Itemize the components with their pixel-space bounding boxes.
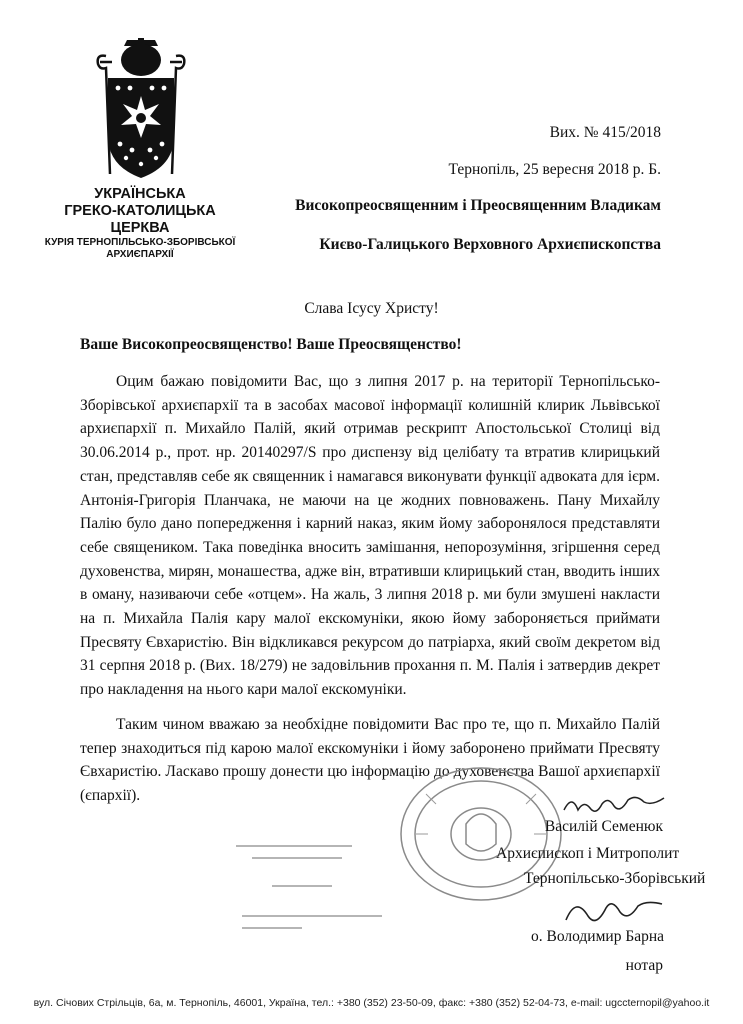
outgoing-number: Вих. № 415/2018 (549, 124, 661, 141)
org-name-line2: ГРЕКО-КАТОЛИЦЬКА ЦЕРКВА (64, 203, 216, 236)
body-paragraph-1: Оцим бажаю повідомити Вас, що з липня 2017 р. на території Тернопільсько-Зборівської архиєпархії та в засобах масової інформації колишній клирик Львівської архиєпархії п. Михайло Палій, який отримав рескрипт Апостольської Столиці від 30.06.2014 р., прот. нр. 20140297/S про диспензу від целібату та втратив клирицький стан, представляв себе як священник і намагався виконувати функції адвоката для ієрм. Антонія-Григорія Планчака, не маючи на це жодних повноважень. Пану Михайлу Палію було дано попередження і карний наказ, яким йому заборонялося представляти себе священиком. Така поведінка вносить замішання, непорозуміння, згіршення серед духовенства, мирян, монашества, адже він, втративши клирицький стан, вводить інших в оману, називаючи себе «отцем». На жаль, 3 липня 2018 р. ми були змушені накласти на п. Михайла Палія кару малої екскомуніки, якою йому забороняється приймати Пресвяту Євхаристію. Він відкликався рекурсом до патріарха, який своїм декретом від 31 серпня 2018 р. (Вих. 18/279) не задовільнив прохання п. М. Палія і затвердив декрет про накладення на нього кари малої екскомуніки. (80, 373, 660, 699)
salutation: Ваше Високопреосвященство! Ваше Преосвященство! (80, 336, 462, 353)
organization-name (40, 186, 240, 261)
notary-signature-icon (560, 890, 670, 930)
notary-name: о. Володимир Барна (531, 928, 665, 945)
addressee-line2: Києво-Галицького Верховного Архиєпископства (319, 236, 661, 253)
addressee-line1: Високопреосвященним і Преосвященним Владикам (295, 197, 661, 214)
footer-contacts: вул. Січових Стрільців, 6а, м. Тернопіль, 46001, Україна, тел.: +380 (352) 23-50-09, факс: +380 (352) 52-04-73, e-mail: ugccternopil@yahoo.it (33, 997, 710, 1009)
greeting: Слава Ісусу Христу! (304, 300, 439, 317)
org-name-line4: АРХИЄПАРХІЇ (106, 249, 174, 260)
handwritten-signature-icon (560, 790, 670, 820)
signer-name: Василій Семенюк (544, 818, 663, 835)
org-name-line1: УКРАЇНСЬКА (94, 186, 186, 202)
org-name-line3: КУРІЯ ТЕРНОПІЛЬСЬКО-ЗБОРІВСЬКОЇ (44, 237, 236, 248)
signer-title-line2: Тернопільсько-Зборівський (524, 870, 706, 887)
archive-stamp-icon (232, 836, 392, 936)
body-paragraph-2: Таким чином вважаю за необхідне повідомити Вас про те, що п. Михайло Палій тепер знаходиться під карою малої екскомуніки і йому заборонено приймати Пресвяту Євхаристію. Ласкаво прошу донести цю інформацію до духовенства Вашої архиєпархії (єпархії). (80, 716, 660, 805)
signer-title-line1: Архиєпископ і Митрополит (496, 845, 680, 862)
notary-title: нотар (625, 957, 663, 974)
church-crest-icon (86, 38, 196, 183)
place-date: Тернопіль, 25 вересня 2018 р. Б. (448, 161, 661, 178)
